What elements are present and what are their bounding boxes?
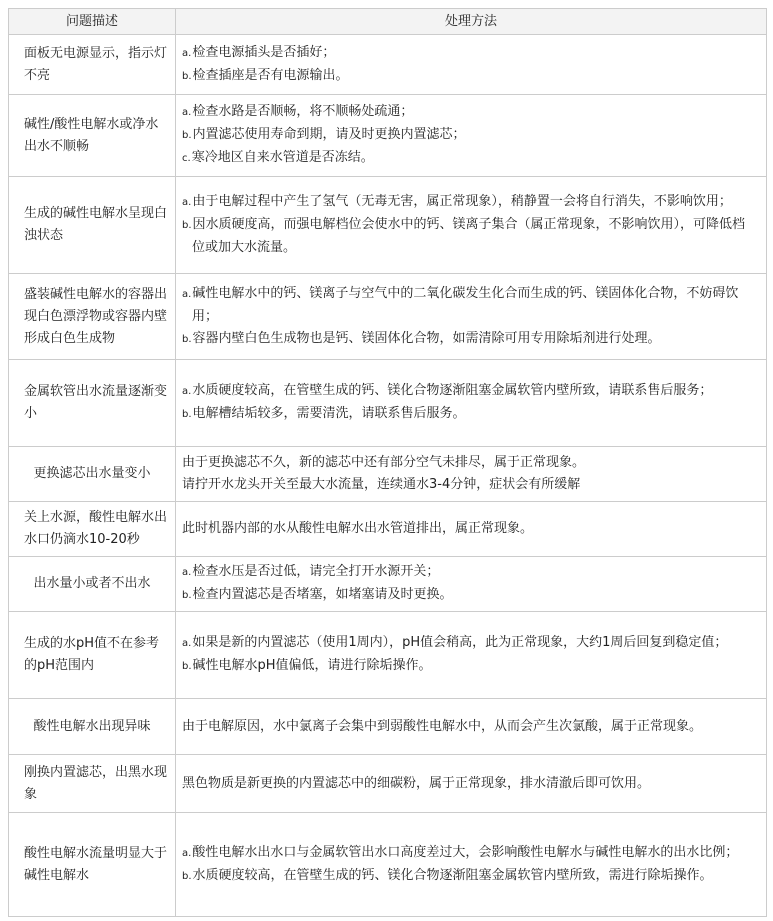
solution-line: 黑色物质是新更换的内置滤芯中的细碳粉，属于正常现象，排水清澈后即可饮用。	[182, 775, 651, 791]
header-solution: 处理方法	[176, 9, 767, 35]
solution-item: b.检查插座是否有电源输出。	[182, 67, 349, 83]
solution-cell	[176, 274, 767, 360]
solution-item: a.由于电解过程中产生了氢气（无毒无害，属正常现象），稍静置一会将自行消失，不影响饮用；	[182, 194, 732, 209]
problem-cell: 刚换内置滤芯，出黑水现象	[9, 755, 176, 813]
solution-cell	[176, 755, 767, 813]
table-row	[9, 274, 767, 360]
table-row	[9, 557, 767, 612]
table-row	[9, 755, 767, 813]
solution-item: a.如果是新的内置滤芯（使用1周内），pH值会稍高，此为正常现象，大约1周后回复到稳定值；	[182, 635, 728, 650]
solution-line: 由于电解原因，水中氯离子会集中到弱酸性电解水中，从而会产生次氯酸，属于正常现象。	[182, 718, 703, 734]
problem-cell: 更换滤芯出水量变小	[9, 447, 176, 502]
solution-cell	[176, 557, 767, 612]
solution-line: 由于更换滤芯不久，新的滤芯中还有部分空气未排尽，属于正常现象。	[182, 455, 586, 470]
solution-item: b.检查内置滤芯是否堵塞，如堵塞请及时更换。	[182, 587, 453, 602]
solution-item: a.酸性电解水出水口与金属软管出水口高度差过大，会影响酸性电解水与碱性电解水的出水比例；	[182, 844, 739, 860]
header-row	[9, 9, 767, 35]
problem-cell: 面板无电源显示，指示灯不亮	[9, 35, 176, 95]
problem-cell: 盛装碱性电解水的容器出现白色漂浮物或容器内壁形成白色生成物	[9, 274, 176, 360]
table-row	[9, 177, 767, 274]
problem-cell: 出水量小或者不出水	[9, 557, 176, 612]
problem-cell: 金属软管出水流量逐渐变小	[9, 360, 176, 447]
problem-cell: 生成的碱性电解水呈现白浊状态	[9, 177, 176, 274]
problem-cell: 酸性电解水出现异味	[9, 699, 176, 755]
problem-cell: 酸性电解水流量明显大于碱性电解水	[9, 813, 176, 917]
solution-cell	[176, 699, 767, 755]
table-row	[9, 813, 767, 917]
problem-cell: 关上水源，酸性电解水出水口仍滴水10-20秒	[9, 502, 176, 557]
solution-cell	[176, 502, 767, 557]
problem-cell: 碱性/酸性电解水或净水出水不顺畅	[9, 95, 176, 177]
table-row	[9, 35, 767, 95]
solution-line: 请拧开水龙头开关至最大水流量，连续通水3-4分钟，症状会有所缓解	[182, 477, 581, 492]
solution-cell	[176, 360, 767, 447]
table-row	[9, 360, 767, 447]
solution-item: c.寒冷地区自来水管道是否冻结。	[182, 150, 374, 165]
table-row	[9, 447, 767, 502]
solution-cell	[176, 177, 767, 274]
table-row	[9, 612, 767, 699]
table-row	[9, 502, 767, 557]
table-row	[9, 699, 767, 755]
solution-item: a.检查水压是否过低，请完全打开水源开关；	[182, 564, 440, 579]
solution-cell	[176, 35, 767, 95]
solution-cell	[176, 813, 767, 917]
header-problem: 问题描述	[9, 9, 176, 35]
solution-cell	[176, 95, 767, 177]
solution-line: 此时机器内部的水从酸性电解水出水管道排出，属正常现象。	[182, 521, 534, 536]
solution-item: a.检查水路是否顺畅，将不顺畅处疏通；	[182, 104, 414, 119]
solution-item: a.碱性电解水中的钙、镁离子与空气中的二氧化碳发生化合而生成的钙、镁固体化合物，不妨碍饮用；	[182, 285, 739, 324]
problem-cell: 生成的水pH值不在参考的pH范围内	[9, 612, 176, 699]
solution-item: a.检查电源插头是否插好；	[182, 44, 336, 60]
troubleshooting-table	[8, 8, 767, 917]
solution-item: b.碱性电解水pH值偏低，请进行除垢操作。	[182, 658, 432, 673]
solution-item: a.水质硬度较高，在管壁生成的钙、镁化合物逐渐阻塞金属软管内壁所致，请联系售后服务；	[182, 383, 713, 398]
solution-item: b.水质硬度较高，在管壁生成的钙、镁化合物逐渐阻塞金属软管内壁所致，需进行除垢操作。	[182, 867, 713, 883]
solution-cell	[176, 447, 767, 502]
solution-item: b.电解槽结垢较多，需要清洗，请联系售后服务。	[182, 406, 466, 421]
solution-item: b.因水质硬度高，而强电解档位会使水中的钙、镁离子集合（属正常现象，不影响饮用），可降低档位或加大水流量。	[182, 217, 746, 255]
table-row	[9, 95, 767, 177]
solution-cell	[176, 612, 767, 699]
solution-item: b.内置滤芯使用寿命到期，请及时更换内置滤芯；	[182, 127, 466, 142]
solution-item: b.容器内壁白色生成物也是钙、镁固体化合物，如需清除可用专用除垢剂进行处理。	[182, 330, 661, 346]
